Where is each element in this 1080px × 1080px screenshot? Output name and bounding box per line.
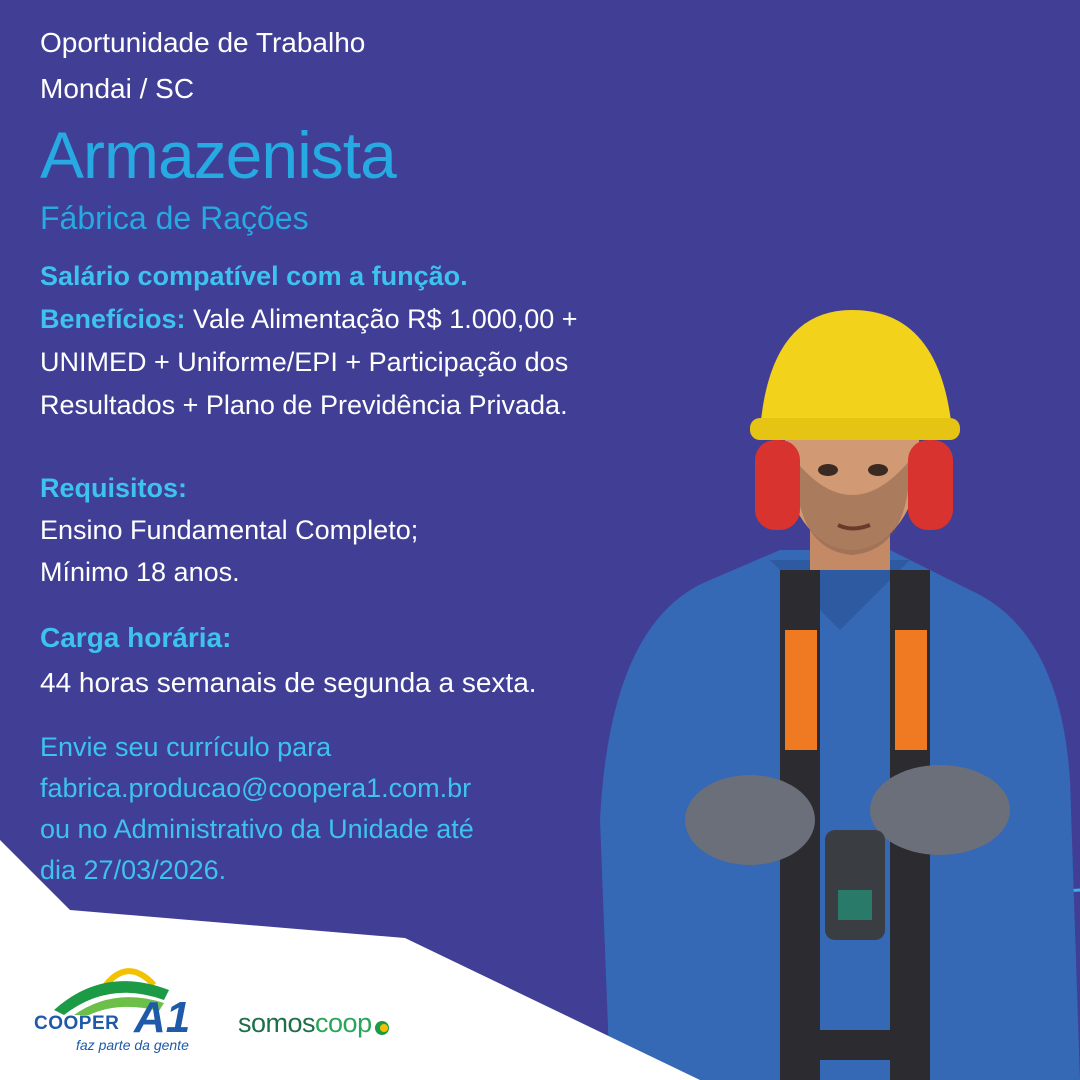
- header-location: Mondai / SC: [40, 73, 195, 104]
- benefits-text-1: Vale Alimentação R$ 1.000,00 +: [185, 304, 578, 334]
- benefits-label: Benefícios:: [40, 304, 186, 334]
- somoscoop-logo: [238, 1008, 438, 1048]
- contact-email: fabrica.producao@coopera1.com.br: [40, 773, 472, 803]
- somoscoop-text-1: somos: [238, 1008, 316, 1038]
- coopera1-mark: A1: [134, 993, 191, 1042]
- requirement-item: Ensino Fundamental Completo;: [40, 515, 419, 545]
- job-title: Armazenista: [40, 118, 396, 192]
- benefits-line-1: [40, 298, 578, 340]
- benefits-line-2: UNIMED + Uniforme/EPI + Participação dos: [40, 347, 569, 377]
- contact-deadline: dia 27/03/2026.: [40, 855, 227, 885]
- requirement-item: Mínimo 18 anos.: [40, 557, 240, 587]
- somoscoop-text-2: coop: [315, 1008, 372, 1038]
- somoscoop-dot-icon: [374, 1020, 390, 1036]
- coopera1-word: COOPER: [34, 1013, 120, 1034]
- coopera1-tagline: faz parte da gente: [76, 1037, 189, 1053]
- contact-line-1: Envie seu currículo para: [40, 732, 332, 762]
- contact-line-3: ou no Administrativo da Unidade até: [40, 814, 474, 844]
- schedule-label: Carga horária:: [40, 622, 232, 653]
- requirements-label: Requisitos:: [40, 473, 188, 503]
- salary-text: Salário compatível com a função.: [40, 261, 468, 291]
- header-line-1: Oportunidade de Trabalho: [40, 27, 366, 58]
- coopera1-logo: [34, 955, 204, 1055]
- benefits-line-3: Resultados + Plano de Previdência Privada.: [40, 390, 568, 420]
- schedule-text: 44 horas semanais de segunda a sexta.: [40, 667, 537, 698]
- job-subtitle: Fábrica de Rações: [40, 200, 309, 236]
